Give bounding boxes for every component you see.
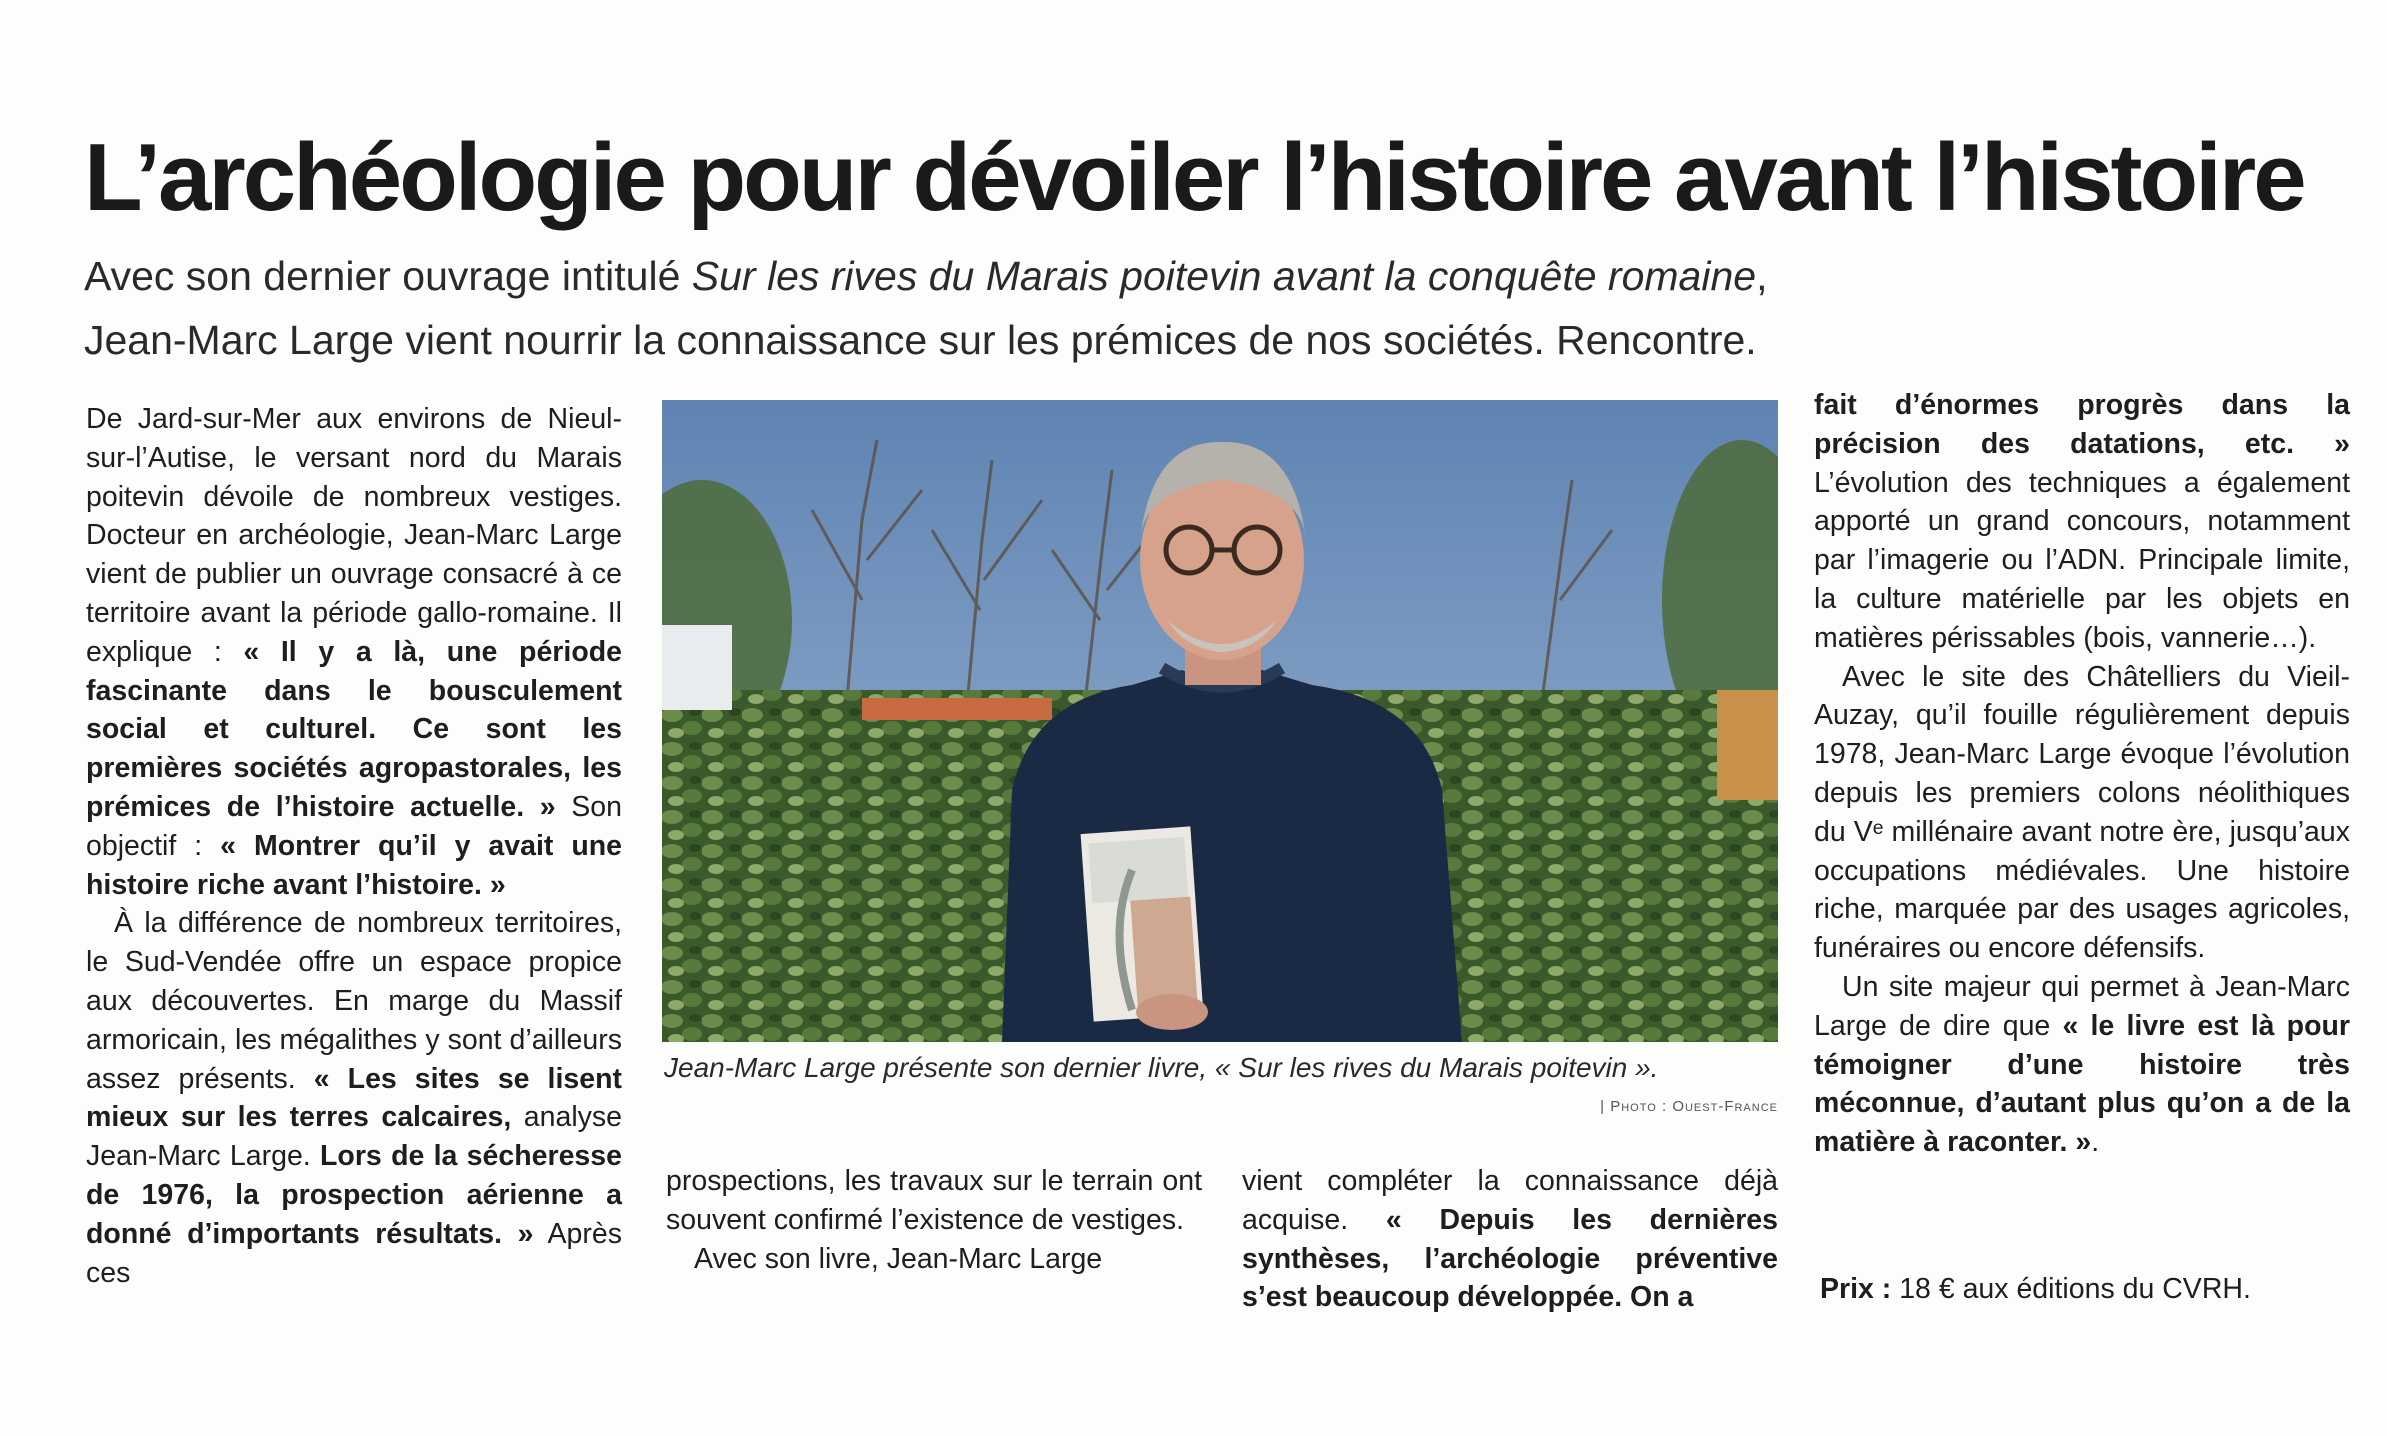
photo-credit: | Photo : Ouest-France <box>1600 1098 1778 1115</box>
wooden-post <box>1717 690 1778 800</box>
body-text: Son objectif : <box>86 790 622 862</box>
photo-caption: Jean-Marc Large présente son dernier livre, « Sur les rives du Marais poitevin ». <box>664 1052 1659 1083</box>
quote: « Depuis les dernières synthèses, l’archéologie préventive s’est beaucoup développée. On a <box>1242 1203 1779 1314</box>
quote: fait d’énormes progrès dans la précision des datations, etc. » <box>1814 389 2350 460</box>
book-title: Sur les rives du Marais poitevin avant la conquête romaine <box>691 253 1757 299</box>
body-text: . <box>2091 1126 2100 1159</box>
book <box>1081 826 1204 1021</box>
column-middle-a <box>666 1162 1202 1278</box>
paragraph: prospections, les travaux sur le terrain ont souvent confirmé l’existence de vestiges. <box>666 1165 1202 1236</box>
paragraph: Avec le site des Châtelliers du Vieil-Auzay, qu’il fouille régulièrement depuis 1978, Jean-Marc Large évoque l’évolution depuis les premiers colons néolithiques du Vᵉ millénaire avant notre ère, jusqu’aux occupations médiévales. Une histoire riche, marquée par des usages agricoles, funéraires ou encore défensifs. <box>1814 660 2350 965</box>
body-text: Après ces <box>86 1217 622 1289</box>
standfirst-line-1 <box>84 244 2324 308</box>
column-middle-b <box>1242 1162 1778 1317</box>
standfirst-line-2: Jean-Marc Large vient nourrir la connaissance sur les prémices de nos sociétés. Rencontre. <box>84 317 1757 363</box>
body-text: Un site majeur qui permet à Jean-Marc Large de dire que <box>1814 970 2350 1042</box>
price-label: Prix : <box>1820 1273 1892 1305</box>
body-text: De Jard-sur-Mer aux environs de Nieul-sur-l’Autise, le versant nord du Marais poitevin dévoile de nombreux vestiges. Docteur en archéologie, Jean-Marc Large vient de publier un ouvrage consacré à ce territoire avant la période gallo-romaine. Il explique : <box>86 403 622 668</box>
headline: L’archéologie pour dévoiler l’histoire avant l’histoire <box>84 124 2304 231</box>
body-text: analyse Jean-Marc Large. <box>86 1101 622 1173</box>
photo-illustration <box>662 400 1778 1042</box>
price-line <box>1820 1270 2340 1308</box>
body-text: À la différence de nombreux territoires, le Sud-Vendée offre un espace propice aux découvertes. En marge du Massif armoricain, les mégalithes y sont d’ailleurs assez présents. <box>86 907 622 1095</box>
quote: « Il y a là, une période fascinante dans le bousculement social et culturel. Ce sont les premières sociétés agropastorales, les prémices de l’histoire actuelle. » <box>86 635 622 823</box>
body-text: vient compléter la connaissance déjà acquise. <box>1242 1165 1778 1236</box>
quote: « Montrer qu’il y avait une histoire riche avant l’histoire. » <box>86 829 623 901</box>
price-value: 18 € aux éditions du CVRH. <box>1891 1273 2251 1305</box>
paragraph <box>86 904 622 1292</box>
paragraph <box>1814 968 2350 1162</box>
roof <box>862 698 1052 720</box>
quote: « le livre est là pour témoigner d’une histoire très méconnue, d’autant plus qu’on a de la matière à raconter. » <box>1814 1009 2350 1159</box>
paragraph <box>1814 386 2350 658</box>
hand <box>1136 994 1208 1030</box>
house-wall <box>662 625 732 710</box>
standfirst <box>84 244 2324 372</box>
standfirst-text: Avec son dernier ouvrage intitulé <box>84 253 692 299</box>
photo <box>662 400 1778 1042</box>
paragraph: Avec son livre, Jean-Marc Large <box>694 1242 1103 1275</box>
column-left <box>86 400 622 1292</box>
standfirst-comma: , <box>1756 253 1768 299</box>
quote: Lors de la sécheresse de 1976, la prospection aérienne a donné d’importants résultats. » <box>86 1140 622 1250</box>
paragraph <box>86 400 622 904</box>
body-text: L’évolution des techniques a également apporté un grand concours, notamment par l’imagerie ou l’ADN. Principale limite, la culture matérielle par les objets en matières périssables (bois, vannerie…). <box>1814 466 2350 654</box>
quote: « Les sites se lisent mieux sur les terres calcaires, <box>86 1062 622 1134</box>
sweater <box>1002 670 1462 1042</box>
column-right <box>1814 386 2350 1162</box>
paragraph <box>1242 1162 1778 1317</box>
